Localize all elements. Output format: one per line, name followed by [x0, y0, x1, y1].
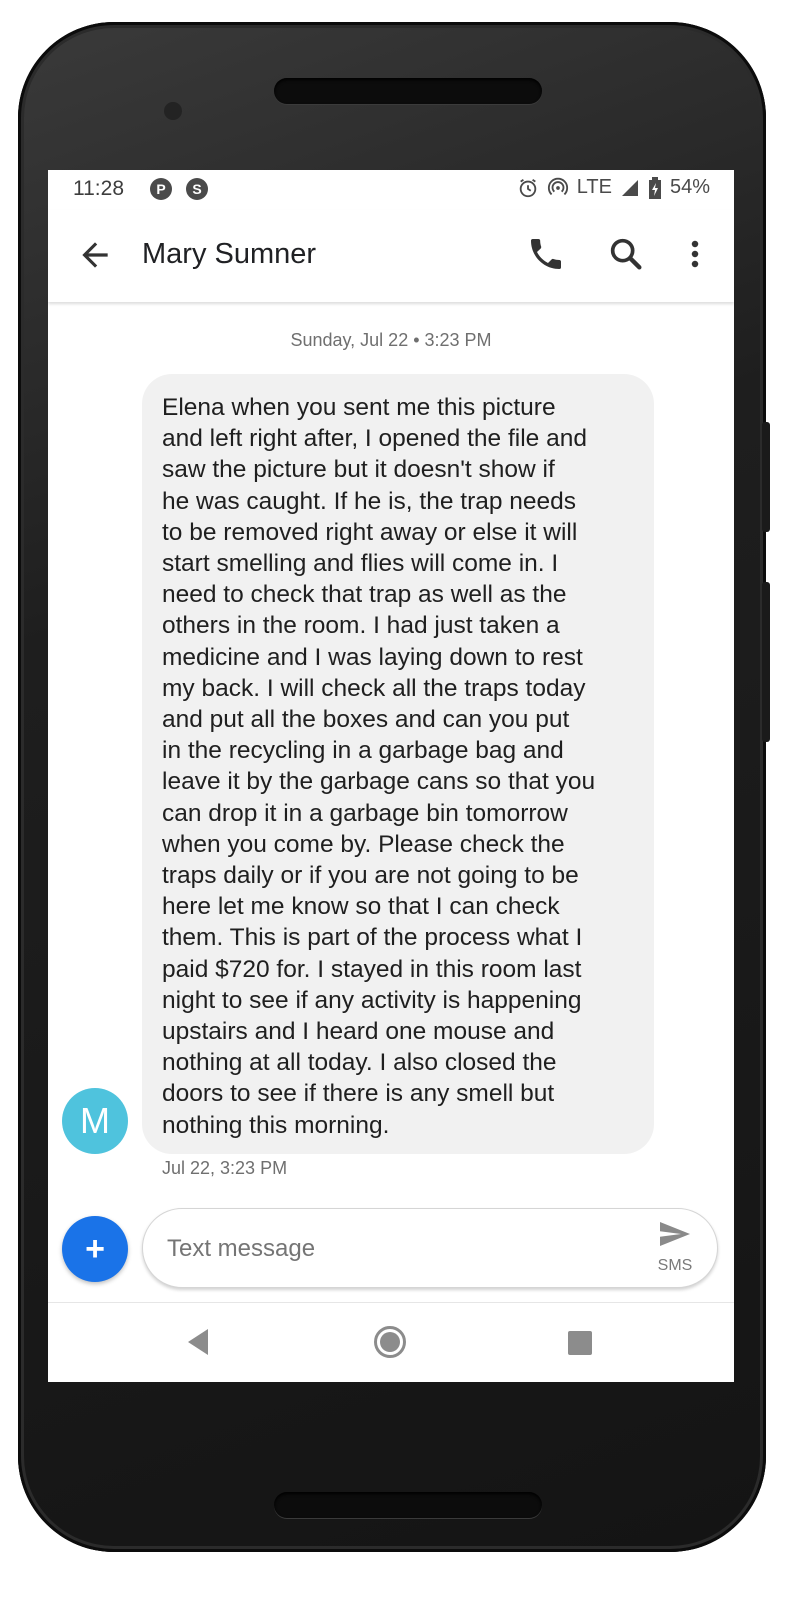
status-time: 11:28 — [73, 177, 124, 200]
send-icon — [657, 1219, 693, 1249]
call-button[interactable] — [526, 234, 566, 274]
system-nav-bar — [48, 1302, 734, 1382]
message-input-container — [142, 1208, 718, 1288]
send-type-label: SMS — [657, 1257, 693, 1274]
message-timestamp: Jul 22, 3:23 PM — [162, 1158, 288, 1178]
date-divider: Sunday, Jul 22 • 3:23 PM — [290, 330, 492, 350]
phone-icon — [526, 234, 566, 274]
nav-home-button[interactable] — [374, 1326, 406, 1358]
conversation-header — [48, 210, 734, 302]
more-vert-icon — [680, 234, 710, 274]
send-button[interactable] — [649, 1219, 701, 1279]
message-input[interactable] — [167, 1231, 607, 1267]
back-button[interactable] — [76, 236, 114, 274]
app-notification-icon: P — [150, 178, 172, 200]
network-type: LTE — [576, 176, 612, 198]
search-button[interactable] — [606, 234, 646, 274]
status-bar — [48, 170, 734, 210]
app-notification-icon: S — [186, 178, 208, 200]
message-bubble[interactable] — [142, 374, 654, 1154]
alarm-icon — [517, 177, 539, 199]
battery-icon — [648, 177, 662, 199]
nav-recents-button[interactable] — [568, 1331, 592, 1355]
home-circle-icon — [380, 1332, 400, 1352]
phone-screen — [48, 170, 734, 1382]
hotspot-icon — [547, 177, 569, 199]
status-indicators — [517, 176, 710, 199]
contact-name: Mary Sumner — [142, 238, 317, 270]
message-text: Elena when you sent me this picture and left right after, I opened the file and saw the picture but it doesn't show if he was caught. If he is, the trap needs to be removed right away or else it will start smelling and flies will come in. I need to check that trap as well as the others in the room. I had just taken a medicine and I was laying down to rest my back. I will check all the traps today and put all the boxes and can you put in the recycling in a garbage bag and leave it by the garbage cans so that you can drop it in a garbage bin tomorrow when you come by. Please check the traps daily or if you are not going to be here let me know so that I can check them. This is part of the process what I paid $720 for. I stayed in this room last night to see if any activity is happening upstairs and I heard one mouse and nothing at all today. I also closed the doors to see if there is any smell but nothing this morning. — [162, 394, 596, 1139]
triangle-back-icon — [184, 1327, 212, 1357]
add-attachment-button[interactable]: + — [62, 1216, 128, 1282]
avatar[interactable]: M — [62, 1088, 128, 1154]
front-camera — [164, 102, 182, 120]
volume-button — [762, 582, 770, 742]
bottom-speaker — [274, 1492, 542, 1518]
nav-back-button[interactable] — [184, 1327, 212, 1362]
battery-percent: 54% — [669, 176, 710, 198]
arrow-left-icon — [76, 236, 114, 274]
power-button — [762, 422, 770, 532]
search-icon — [606, 234, 646, 274]
signal-icon — [620, 178, 640, 198]
compose-bar — [48, 1192, 734, 1302]
top-speaker — [274, 78, 542, 104]
overflow-menu-button[interactable] — [680, 234, 710, 274]
